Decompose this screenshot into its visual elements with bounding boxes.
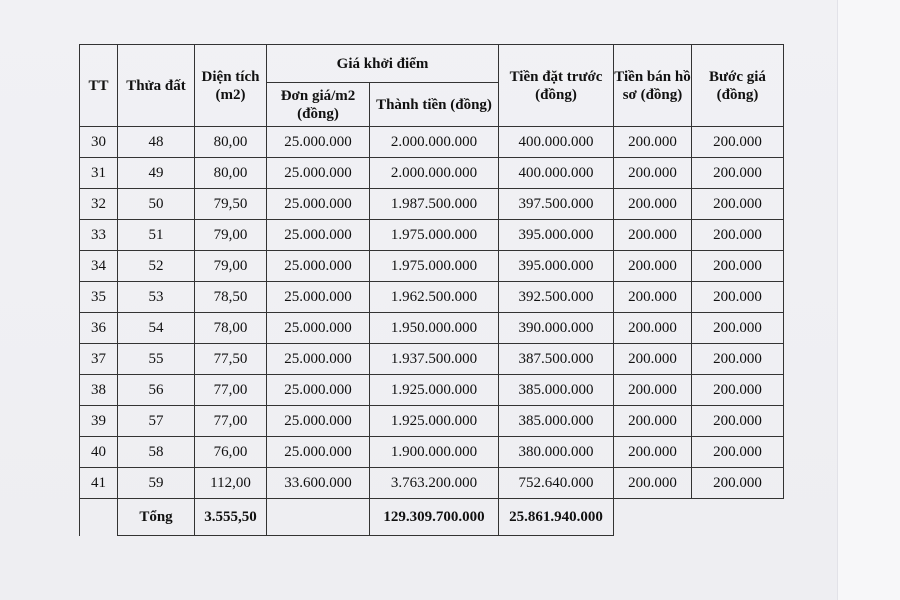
table-row: [80, 189, 784, 220]
cell-thua-dat: 53: [118, 282, 195, 313]
total-dien-tich: 3.555,50: [195, 499, 267, 536]
cell-dien-tich: 77,50: [195, 344, 267, 375]
cell-tien-dat-truoc: 400.000.000: [499, 158, 614, 189]
header-row-1: [80, 45, 784, 83]
total-tien-dat-truoc: 25.861.940.000: [499, 499, 614, 536]
cell-thanh-tien: 1.950.000.000: [370, 313, 499, 344]
cell-tt: 30: [80, 127, 118, 158]
total-don-gia-cell: [267, 499, 370, 536]
cell-tt: 31: [80, 158, 118, 189]
cell-thanh-tien: 1.925.000.000: [370, 406, 499, 437]
table-row: [80, 127, 784, 158]
cell-tien-dat-truoc: 392.500.000: [499, 282, 614, 313]
table-row: [80, 468, 784, 499]
cell-tien-ban-ho-so: 200.000: [614, 406, 692, 437]
cell-thanh-tien: 1.987.500.000: [370, 189, 499, 220]
cell-tien-dat-truoc: 390.000.000: [499, 313, 614, 344]
cell-buoc-gia: 200.000: [692, 127, 784, 158]
cell-don-gia: 25.000.000: [267, 251, 370, 282]
cell-thanh-tien: 1.925.000.000: [370, 375, 499, 406]
cell-tien-ban-ho-so: 200.000: [614, 189, 692, 220]
header-dien-tich: Diện tích (m2): [195, 45, 267, 127]
cell-tien-ban-ho-so: 200.000: [614, 127, 692, 158]
cell-dien-tich: 78,00: [195, 313, 267, 344]
cell-tien-ban-ho-so: 200.000: [614, 468, 692, 499]
cell-thua-dat: 50: [118, 189, 195, 220]
header-buoc-gia: Bước giá (đồng): [692, 45, 784, 127]
cell-thua-dat: 48: [118, 127, 195, 158]
cell-buoc-gia: 200.000: [692, 189, 784, 220]
cell-thua-dat: 56: [118, 375, 195, 406]
total-thanh-tien: 129.309.700.000: [370, 499, 499, 536]
cell-dien-tich: 79,50: [195, 189, 267, 220]
cell-tt: 40: [80, 437, 118, 468]
cell-don-gia: 25.000.000: [267, 313, 370, 344]
cell-thua-dat: 57: [118, 406, 195, 437]
cell-tt: 32: [80, 189, 118, 220]
cell-don-gia: 25.000.000: [267, 344, 370, 375]
header-don-gia: Đơn giá/m2 (đồng): [267, 83, 370, 127]
cell-buoc-gia: 200.000: [692, 375, 784, 406]
table-row: [80, 437, 784, 468]
cell-thanh-tien: 1.937.500.000: [370, 344, 499, 375]
cell-thanh-tien: 1.900.000.000: [370, 437, 499, 468]
cell-tien-dat-truoc: 380.000.000: [499, 437, 614, 468]
cell-tt: 35: [80, 282, 118, 313]
cell-dien-tich: 112,00: [195, 468, 267, 499]
cell-don-gia: 25.000.000: [267, 220, 370, 251]
cell-buoc-gia: 200.000: [692, 220, 784, 251]
cell-tt: 39: [80, 406, 118, 437]
cell-don-gia: 25.000.000: [267, 375, 370, 406]
table-row: [80, 406, 784, 437]
cell-don-gia: 25.000.000: [267, 282, 370, 313]
header-tien-dat-truoc: Tiền đặt trước (đồng): [499, 45, 614, 127]
cell-tien-ban-ho-so: 200.000: [614, 220, 692, 251]
cell-buoc-gia: 200.000: [692, 313, 784, 344]
cell-tien-ban-ho-so: 200.000: [614, 437, 692, 468]
total-label: Tổng: [118, 499, 195, 536]
cell-thua-dat: 52: [118, 251, 195, 282]
cell-tien-dat-truoc: 387.500.000: [499, 344, 614, 375]
cell-buoc-gia: 200.000: [692, 158, 784, 189]
cell-dien-tich: 77,00: [195, 406, 267, 437]
cell-tt: 33: [80, 220, 118, 251]
cell-tien-dat-truoc: 385.000.000: [499, 406, 614, 437]
cell-tt: 34: [80, 251, 118, 282]
cell-dien-tich: 77,00: [195, 375, 267, 406]
cell-tt: 36: [80, 313, 118, 344]
cell-dien-tich: 78,50: [195, 282, 267, 313]
cell-thanh-tien: 1.975.000.000: [370, 251, 499, 282]
cell-don-gia: 33.600.000: [267, 468, 370, 499]
cell-thua-dat: 54: [118, 313, 195, 344]
cell-dien-tich: 79,00: [195, 220, 267, 251]
cell-tt: 37: [80, 344, 118, 375]
header-thua-dat: Thửa đất: [118, 45, 195, 127]
cell-thua-dat: 55: [118, 344, 195, 375]
cell-buoc-gia: 200.000: [692, 282, 784, 313]
cell-tien-dat-truoc: 395.000.000: [499, 220, 614, 251]
table-row: [80, 344, 784, 375]
cell-dien-tich: 76,00: [195, 437, 267, 468]
cell-tt: 38: [80, 375, 118, 406]
cell-tien-dat-truoc: 385.000.000: [499, 375, 614, 406]
total-row: [80, 499, 784, 536]
cell-tien-dat-truoc: 397.500.000: [499, 189, 614, 220]
table-body: [80, 127, 784, 499]
cell-thanh-tien: 2.000.000.000: [370, 158, 499, 189]
cell-don-gia: 25.000.000: [267, 189, 370, 220]
cell-buoc-gia: 200.000: [692, 437, 784, 468]
cell-buoc-gia: 200.000: [692, 406, 784, 437]
table-row: [80, 282, 784, 313]
header-tt: TT: [80, 45, 118, 127]
cell-tien-ban-ho-so: 200.000: [614, 251, 692, 282]
header-tien-ban-ho-so: Tiền bán hồ sơ (đồng): [614, 45, 692, 127]
header-gia-khoi-diem: Giá khởi điểm: [267, 45, 499, 83]
header-thanh-tien: Thành tiền (đồng): [370, 83, 499, 127]
cell-dien-tich: 80,00: [195, 127, 267, 158]
next-page-edge: [837, 0, 900, 600]
cell-don-gia: 25.000.000: [267, 406, 370, 437]
cell-thanh-tien: 3.763.200.000: [370, 468, 499, 499]
cell-thanh-tien: 1.975.000.000: [370, 220, 499, 251]
table-row: [80, 158, 784, 189]
cell-don-gia: 25.000.000: [267, 437, 370, 468]
table-row: [80, 313, 784, 344]
cell-buoc-gia: 200.000: [692, 468, 784, 499]
cell-tien-ban-ho-so: 200.000: [614, 375, 692, 406]
cell-buoc-gia: 200.000: [692, 251, 784, 282]
cell-thanh-tien: 2.000.000.000: [370, 127, 499, 158]
auction-price-table: [79, 44, 784, 536]
cell-tien-dat-truoc: 400.000.000: [499, 127, 614, 158]
cell-don-gia: 25.000.000: [267, 158, 370, 189]
cell-thua-dat: 59: [118, 468, 195, 499]
cell-tien-ban-ho-so: 200.000: [614, 158, 692, 189]
table-row: [80, 220, 784, 251]
cell-tien-ban-ho-so: 200.000: [614, 344, 692, 375]
cell-dien-tich: 80,00: [195, 158, 267, 189]
cell-thua-dat: 51: [118, 220, 195, 251]
cell-dien-tich: 79,00: [195, 251, 267, 282]
cell-thua-dat: 58: [118, 437, 195, 468]
cell-thanh-tien: 1.962.500.000: [370, 282, 499, 313]
total-tt-cell: [80, 499, 118, 536]
cell-tien-ban-ho-so: 200.000: [614, 282, 692, 313]
cell-tien-dat-truoc: 752.640.000: [499, 468, 614, 499]
cell-tien-ban-ho-so: 200.000: [614, 313, 692, 344]
cell-don-gia: 25.000.000: [267, 127, 370, 158]
cell-tt: 41: [80, 468, 118, 499]
table-row: [80, 375, 784, 406]
cell-tien-dat-truoc: 395.000.000: [499, 251, 614, 282]
cell-thua-dat: 49: [118, 158, 195, 189]
table-row: [80, 251, 784, 282]
cell-buoc-gia: 200.000: [692, 344, 784, 375]
